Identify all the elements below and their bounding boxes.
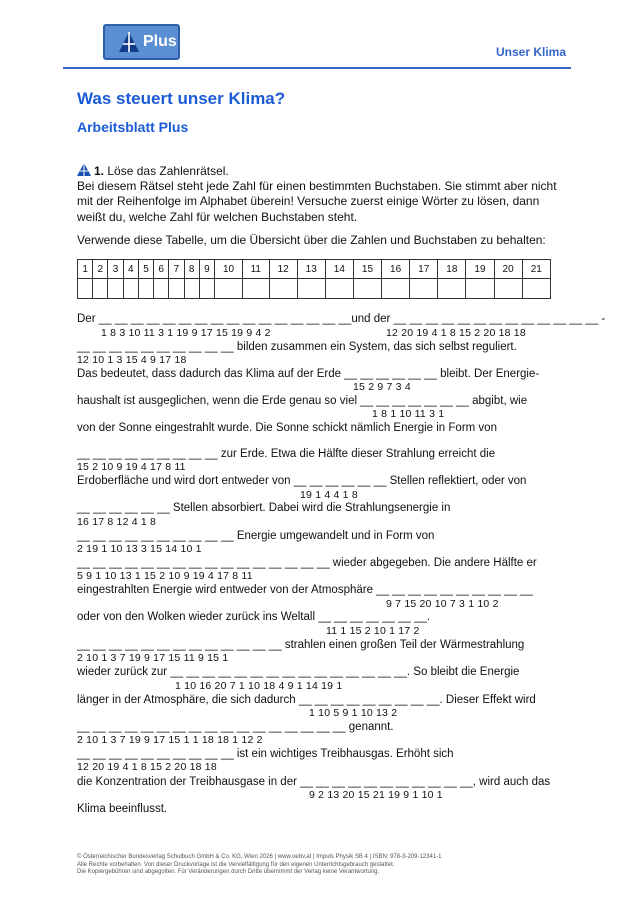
puzzle-line: Das bedeutet, dass dadurch das Klima auf der Erde __ __ __ __ __ __ bleibt. Der Energie- xyxy=(77,368,540,380)
table-answer-cell[interactable] xyxy=(78,279,93,299)
table-number-cell: 20 xyxy=(494,260,522,279)
puzzle-line: __ __ __ __ __ __ __ __ __ __ __ __ __ __ __ __ wieder abgegeben. Die andere Hälfte er xyxy=(77,557,537,569)
puzzle-numbers: 12 20 19 4 1 8 15 2 20 18 18 xyxy=(77,761,217,773)
table-answer-cell[interactable] xyxy=(214,279,242,299)
puzzle-line: oder von den Wolken wieder zurück ins Weltall __ __ __ __ __ __ __. xyxy=(77,611,431,623)
task-number: 1. xyxy=(94,164,105,178)
letter-table xyxy=(77,259,551,299)
pyramid-icon xyxy=(77,163,91,176)
table-instruction: Verwende diese Tabelle, um die Übersicht über die Zahlen und Buchstaben zu behalten: xyxy=(77,233,546,247)
table-answer-cell[interactable] xyxy=(138,279,153,299)
puzzle-line: die Konzentration der Treibhausgase in der __ __ __ __ __ __ __ __ __ __ __, wird auch das xyxy=(77,776,551,788)
puzzle-line: __ __ __ __ __ __ __ __ __ __ __ __ __ __ __ __ __ genannt. xyxy=(77,721,394,733)
puzzle-numbers: 15 2 10 9 19 4 17 8 11 xyxy=(77,461,186,473)
puzzle-line: von der Sonne eingestrahlt wurde. Die Sonne schickt nämlich Energie in Form von xyxy=(77,422,497,434)
table-number-cell: 12 xyxy=(269,260,297,279)
table-answer-cell[interactable] xyxy=(108,279,123,299)
puzzle-line: Klima beeinflusst. xyxy=(77,803,168,815)
table-number-cell: 11 xyxy=(243,260,269,279)
table-number-cell: 9 xyxy=(199,260,214,279)
puzzle-numbers: 2 19 1 10 13 3 15 14 10 1 xyxy=(77,543,202,555)
footer-fees: Die Kopiergebühren sind abgegolten. Für Veränderungen durch Dritte übernimmt der Verlag keine Verantwortung. xyxy=(77,869,380,875)
table-number-cell: 5 xyxy=(138,260,153,279)
puzzle-numbers: 19 1 4 4 1 8 xyxy=(300,489,358,501)
table-number-row xyxy=(78,260,551,279)
puzzle-line: __ __ __ __ __ __ __ __ __ __ bilden zusammen ein System, das sich selbst reguliert. xyxy=(77,341,517,353)
table-number-cell: 21 xyxy=(522,260,550,279)
task-heading: Löse das Zahlenrätsel. xyxy=(107,164,229,178)
puzzle-line: Der __ __ __ __ __ __ __ __ __ __ __ __ __ __ __ __und der __ __ __ __ __ __ __ __ __ __ __ __ __ - xyxy=(77,313,606,325)
table-number-cell: 17 xyxy=(410,260,438,279)
table-number-cell: 7 xyxy=(169,260,184,279)
table-answer-cell[interactable] xyxy=(269,279,297,299)
puzzle-numbers: 12 10 1 3 15 4 9 17 18 xyxy=(77,354,187,366)
table-answer-cell[interactable] xyxy=(353,279,381,299)
puzzle-numbers: 9 7 15 20 10 7 3 1 10 2 xyxy=(386,598,499,610)
puzzle-line: wieder zurück zur __ __ __ __ __ __ __ __ __ __ __ __ __ __ __. So bleibt die Energie xyxy=(77,666,520,678)
table-number-cell: 3 xyxy=(108,260,123,279)
puzzle-numbers: 1 8 3 10 11 3 1 19 9 17 15 19 9 4 2 xyxy=(101,327,271,339)
puzzle-line: eingestrahlten Energie wird entweder von der Atmosphäre __ __ __ __ __ __ __ __ __ __ xyxy=(77,584,533,596)
puzzle-numbers: 11 1 15 2 10 1 17 2 xyxy=(326,625,420,637)
table-answer-cell[interactable] xyxy=(154,279,169,299)
table-answer-cell[interactable] xyxy=(123,279,138,299)
puzzle-line: __ __ __ __ __ __ __ __ __ __ ist ein wichtiges Treibhausgas. Erhöht sich xyxy=(77,748,454,760)
table-answer-cell[interactable] xyxy=(199,279,214,299)
puzzle-numbers: 1 8 1 10 11 3 1 xyxy=(372,408,445,420)
table-answer-cell[interactable] xyxy=(93,279,108,299)
table-number-cell: 18 xyxy=(438,260,466,279)
table-number-cell: 10 xyxy=(214,260,242,279)
table-number-cell: 4 xyxy=(123,260,138,279)
logo-text: Plus xyxy=(143,33,177,50)
table-number-cell: 2 xyxy=(93,260,108,279)
puzzle-numbers: 2 10 1 3 7 19 9 17 15 1 1 18 18 1 12 2 xyxy=(77,734,263,746)
puzzle-line: __ __ __ __ __ __ Stellen absorbiert. Dabei wird die Strahlungsenergie in xyxy=(77,502,451,514)
table-answer-cell[interactable] xyxy=(382,279,410,299)
table-number-cell: 1 xyxy=(78,260,93,279)
puzzle-line: __ __ __ __ __ __ __ __ __ __ Energie umgewandelt und in Form von xyxy=(77,530,435,542)
puzzle-line: Erdoberfläche und wird dort entweder von __ __ __ __ __ __ Stellen reflektiert, oder von xyxy=(77,475,527,487)
table-number-cell: 6 xyxy=(154,260,169,279)
page-subtitle: Arbeitsblatt Plus xyxy=(77,119,189,135)
task-block xyxy=(77,163,567,225)
table-number-cell: 13 xyxy=(297,260,325,279)
table-number-cell: 14 xyxy=(325,260,353,279)
puzzle-numbers: 16 17 8 12 4 1 8 xyxy=(77,516,157,528)
table-answer-cell[interactable] xyxy=(297,279,325,299)
puzzle-numbers: 1 10 16 20 7 1 10 18 4 9 1 14 19 1 xyxy=(175,680,343,692)
puzzle-line: haushalt ist ausgeglichen, wenn die Erde genau so viel __ __ __ __ __ __ __ abgibt, wie xyxy=(77,395,528,407)
table-answer-cell[interactable] xyxy=(169,279,184,299)
puzzle-numbers: 9 2 13 20 15 21 19 9 1 10 1 xyxy=(309,789,443,801)
table-answer-cell[interactable] xyxy=(243,279,269,299)
table-answer-cell[interactable] xyxy=(466,279,494,299)
footer-copyright: © Österreichischer Bundesverlag Schulbuch GmbH & Co. KG, Wien 2026 | www.oebv.at | Impuls Physik SB 4 | ISBN: 978-3-209-12341-1 xyxy=(77,854,442,860)
table-number-cell: 19 xyxy=(466,260,494,279)
footer xyxy=(77,854,442,877)
puzzle-numbers: 5 9 1 10 13 1 15 2 10 9 19 4 17 8 11 xyxy=(77,570,253,582)
table-answer-cell[interactable] xyxy=(438,279,466,299)
task-text: Bei diesem Rätsel steht jede Zahl für einen bestimmten Buchstaben. Sie stimmt aber nicht mit der Reihenfolge im Alphabet überein! Versuche zuerst einige Wörter zu lösen, dann weißt du, welche Zahl für welchen Buchstaben steht. xyxy=(77,179,557,224)
pyramid-icon xyxy=(117,30,141,54)
puzzle-numbers: 15 2 9 7 3 4 xyxy=(353,381,411,393)
table-answer-cell[interactable] xyxy=(184,279,199,299)
puzzle-line: __ __ __ __ __ __ __ __ __ zur Erde. Etwa die Hälfte dieser Strahlung erreicht die xyxy=(77,448,496,460)
footer-rights: Alle Rechte vorbehalten. Von dieser Druckvorlage ist die Vervielfältigung für den eigenen Unterrichtsgebrauch gestattet. xyxy=(77,861,395,868)
puzzle-line: länger in der Atmosphäre, die sich dadurch __ __ __ __ __ __ __ __ __. Dieser Effekt wird xyxy=(77,694,536,706)
table-answer-cell[interactable] xyxy=(494,279,522,299)
puzzle-line: __ __ __ __ __ __ __ __ __ __ __ __ __ strahlen einen großen Teil der Wärmestrahlung xyxy=(77,639,525,651)
puzzle-numbers: 2 10 1 3 7 19 9 17 15 11 9 15 1 xyxy=(77,652,229,664)
puzzle-numbers: 12 20 19 4 1 8 15 2 20 18 18 xyxy=(386,327,526,339)
header-rule xyxy=(63,67,571,69)
puzzle-numbers: 1 10 5 9 1 10 13 2 xyxy=(309,707,398,719)
table-number-cell: 8 xyxy=(184,260,199,279)
page-title: Was steuert unser Klima? xyxy=(77,89,286,108)
table-number-cell: 16 xyxy=(382,260,410,279)
logo xyxy=(103,24,180,60)
table-answer-row xyxy=(78,279,551,299)
table-number-cell: 15 xyxy=(353,260,381,279)
table-answer-cell[interactable] xyxy=(522,279,550,299)
section-title: Unser Klima xyxy=(495,45,566,59)
table-answer-cell[interactable] xyxy=(325,279,353,299)
table-answer-cell[interactable] xyxy=(410,279,438,299)
